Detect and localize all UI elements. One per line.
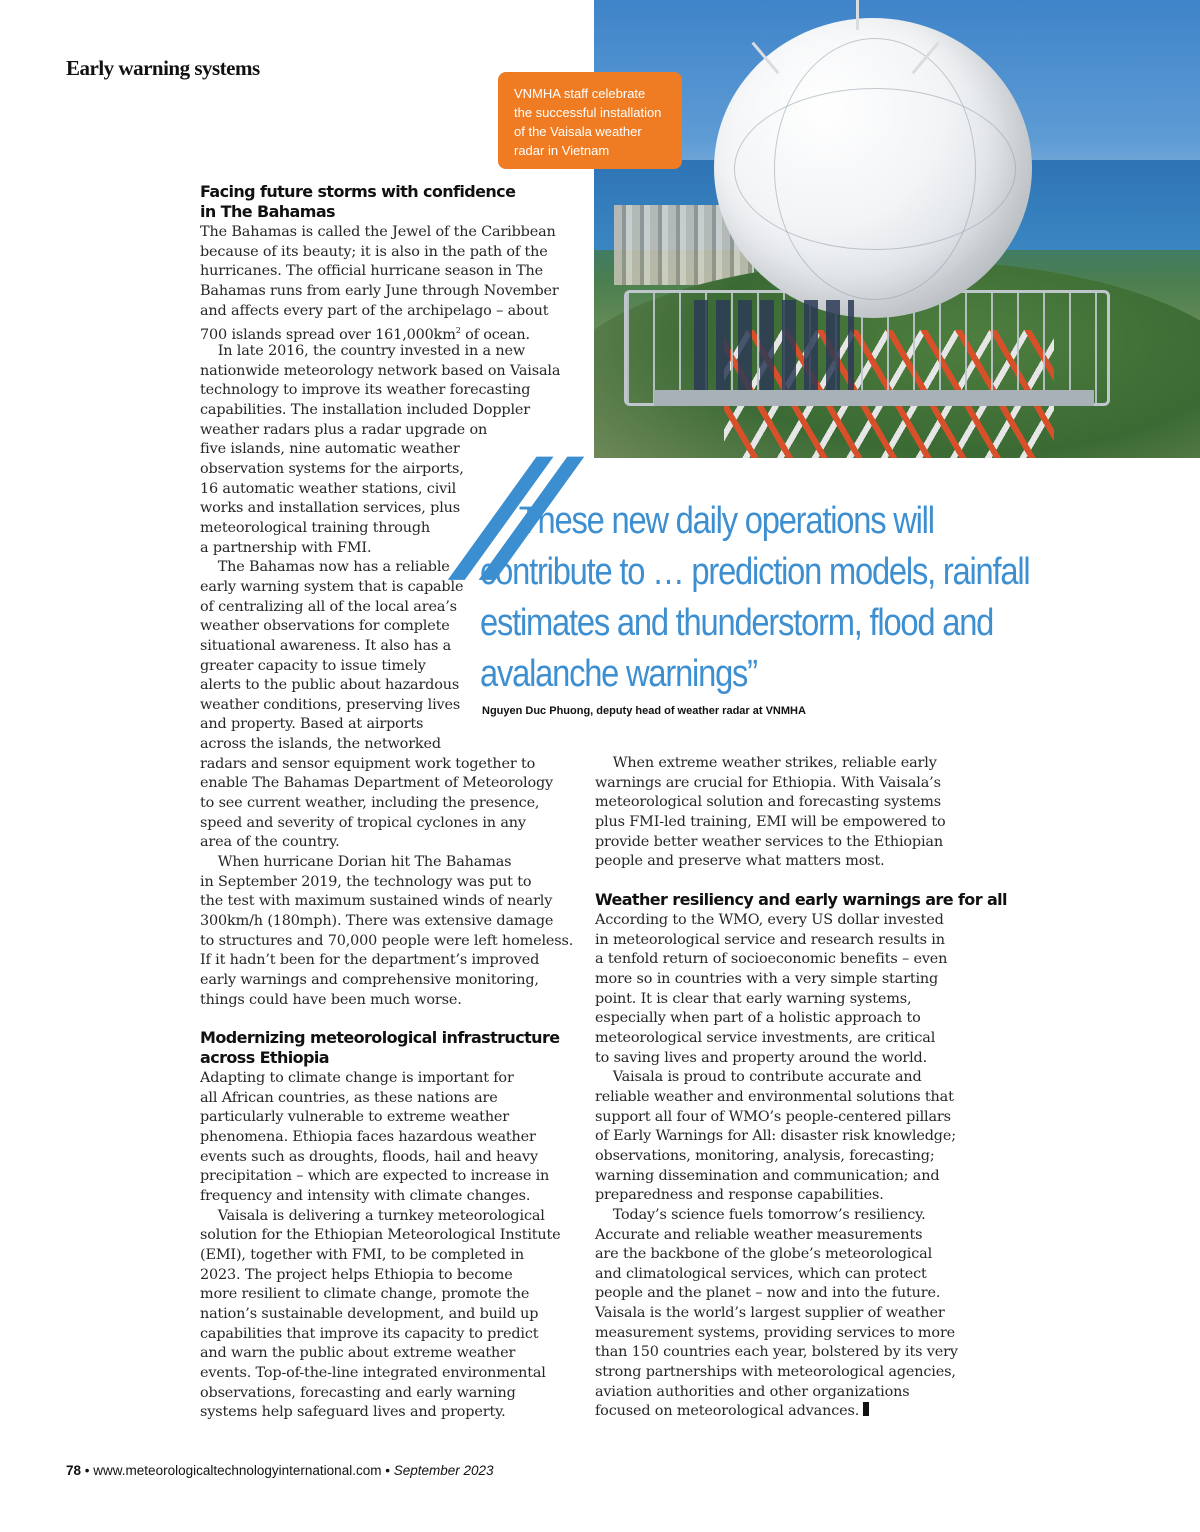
text-line: weather observations for complete bbox=[200, 618, 450, 635]
heading-ethiopia bbox=[200, 1028, 560, 1068]
photo-radar-dome bbox=[714, 18, 1032, 318]
text-line: to structures and 70,000 people were left homeless. bbox=[200, 932, 574, 949]
section-title: Early warning systems bbox=[66, 56, 260, 80]
photo-staff-group bbox=[694, 300, 854, 390]
text-line: frequency and intensity with climate changes. bbox=[200, 1187, 531, 1204]
text-line: and climatological services, which can protect bbox=[595, 1265, 927, 1282]
text-line: plus FMI-led training, EMI will be empowered to bbox=[595, 813, 946, 830]
text-line: five islands, nine automatic weather bbox=[200, 441, 460, 458]
text-line: people and the planet – now and into the future. bbox=[595, 1285, 941, 1302]
text-line: Vaisala is proud to contribute accurate and bbox=[595, 1069, 922, 1086]
text-line: These new daily operations will bbox=[480, 500, 934, 542]
text-line: speed and severity of tropical cyclones in any bbox=[200, 814, 526, 831]
text-line: all African countries, as these nations are bbox=[200, 1089, 498, 1106]
text-line: Adapting to climate change is important for bbox=[200, 1070, 514, 1086]
footer-separator: • bbox=[385, 1463, 390, 1478]
text-line: According to the WMO, every US dollar invested bbox=[595, 912, 944, 928]
text-line: across the islands, the networked bbox=[200, 736, 441, 753]
text-line: technology to improve its weather forecasting bbox=[200, 382, 531, 399]
text-line: focused on meteorological advances. bbox=[595, 1403, 860, 1420]
superscript: 2 bbox=[455, 326, 461, 336]
pull-quote bbox=[480, 496, 1029, 700]
quote-mark-icon: // bbox=[457, 428, 557, 602]
text-line: avalanche warnings” bbox=[480, 653, 757, 695]
heading-line: in The Bahamas bbox=[200, 202, 335, 221]
text-line: warning dissemination and communication; and bbox=[595, 1167, 940, 1184]
text-line: of centralizing all of the local area’s bbox=[200, 598, 457, 615]
issue-date: September 2023 bbox=[393, 1463, 494, 1478]
caption-line: VNMHA staff celebrate bbox=[514, 86, 646, 101]
text-line: particularly vulnerable to extreme weather bbox=[200, 1109, 510, 1126]
text-line: people and preserve what matters most. bbox=[595, 853, 885, 870]
bahamas-paragraph-1 bbox=[200, 223, 559, 346]
text-line: meteorological service investments, are critical bbox=[595, 1029, 936, 1046]
footer-separator: • bbox=[84, 1463, 90, 1478]
text-line: provide better weather services to the Ethiopian bbox=[595, 833, 943, 850]
text-line: Vaisala is delivering a turnkey meteorological bbox=[200, 1207, 545, 1224]
page-footer bbox=[66, 1463, 494, 1478]
heading-bahamas bbox=[200, 182, 515, 222]
text-line: and affects every part of the archipelago – about bbox=[200, 302, 549, 319]
text-line: contribute to … prediction models, rainfall bbox=[480, 551, 1030, 593]
text-line: Today’s science fuels tomorrow’s resiliency. bbox=[595, 1206, 926, 1223]
text-line: 700 islands spread over 161,000km bbox=[200, 327, 456, 344]
text-line: to see current weather, including the presence, bbox=[200, 795, 540, 812]
heading-line: across Ethiopia bbox=[200, 1048, 329, 1067]
end-of-article-mark bbox=[863, 1402, 869, 1416]
text-line: early warnings and comprehensive monitoring, bbox=[200, 972, 539, 988]
resiliency-body bbox=[595, 911, 958, 1422]
text-line: greater capacity to issue timely bbox=[200, 657, 426, 674]
text-line: point. It is clear that early warning systems, bbox=[595, 990, 912, 1007]
text-line: aviation authorities and other organizations bbox=[595, 1383, 910, 1400]
text-line: reliable weather and environmental solutions that bbox=[595, 1088, 954, 1105]
text-line: more so in countries with a very simple starting bbox=[595, 970, 939, 987]
quote-attribution: Nguyen Duc Phuong, deputy head of weather radar at VNMHA bbox=[482, 705, 806, 717]
heading-line: Modernizing meteorological infrastructure bbox=[200, 1028, 560, 1047]
text-line: things could have been much worse. bbox=[200, 991, 462, 1008]
text-line: strong partnerships with meteorological agencies, bbox=[595, 1364, 956, 1381]
text-line: are the backbone of the globe’s meteorological bbox=[595, 1246, 933, 1263]
text-line: The Bahamas is called the Jewel of the Caribbean bbox=[200, 224, 556, 240]
text-line: in meteorological service and research results in bbox=[595, 931, 945, 948]
page-number: 78 bbox=[66, 1463, 82, 1478]
text-line: works and installation services, plus bbox=[200, 500, 461, 517]
text-line: of ocean. bbox=[460, 327, 530, 344]
text-line: observations, monitoring, analysis, forecasting; bbox=[595, 1147, 935, 1164]
caption-line: radar in Vietnam bbox=[514, 143, 610, 158]
text-line: When extreme weather strikes, reliable early bbox=[595, 755, 937, 771]
text-line: because of its beauty; it is also in the path of the bbox=[200, 243, 548, 260]
heading-resiliency: Weather resiliency and early warnings are for all bbox=[595, 890, 1007, 909]
radar-dome-photo bbox=[594, 0, 1200, 458]
text-line: meteorological solution and forecasting systems bbox=[595, 794, 942, 811]
text-line: phenomena. Ethiopia faces hazardous weather bbox=[200, 1128, 536, 1145]
text-line: 2023. The project helps Ethiopia to become bbox=[200, 1266, 513, 1283]
text-line: especially when part of a holistic approach to bbox=[595, 1010, 921, 1027]
text-line: radars and sensor equipment work together to bbox=[200, 755, 536, 772]
text-line: a partnership with FMI. bbox=[200, 539, 372, 556]
text-line: of Early Warnings for All: disaster risk knowledge; bbox=[595, 1128, 956, 1145]
text-line: capabilities that improve its capacity to predict bbox=[200, 1325, 539, 1342]
text-line: (EMI), together with FMI, to be completed in bbox=[200, 1246, 524, 1263]
text-line: a tenfold return of socioeconomic benefits – even bbox=[595, 951, 948, 968]
text-line: estimates and thunderstorm, flood and bbox=[480, 602, 994, 644]
text-line: nationwide meteorology network based on Vaisala bbox=[200, 362, 561, 379]
text-line: The Bahamas now has a reliable bbox=[200, 559, 450, 576]
text-line: Bahamas runs from early June through November bbox=[200, 282, 559, 299]
text-line: situational awareness. It also has a bbox=[200, 637, 452, 654]
text-line: than 150 countries each year, bolstered by its very bbox=[595, 1344, 958, 1361]
text-line: preparedness and response capabilities. bbox=[595, 1187, 884, 1204]
caption-line: of the Vaisala weather bbox=[514, 124, 642, 139]
text-line: observations, forecasting and early warning bbox=[200, 1384, 516, 1401]
text-line: systems help safeguard lives and property. bbox=[200, 1404, 506, 1421]
footer-website: www.meteorologicaltechnologyinternational.com bbox=[93, 1463, 382, 1478]
text-line: to saving lives and property around the world. bbox=[595, 1049, 928, 1066]
text-line: 300km/h (180mph). There was extensive damage bbox=[200, 913, 554, 930]
ethiopia-body bbox=[200, 1069, 561, 1423]
text-line: events such as droughts, floods, hail and heavy bbox=[200, 1148, 538, 1165]
text-line: solution for the Ethiopian Meteorological Institute bbox=[200, 1227, 561, 1244]
text-line: Vaisala is the world’s largest supplier of weather bbox=[595, 1305, 945, 1322]
text-line: nation’s sustainable development, and build up bbox=[200, 1305, 539, 1322]
ethiopia-continued bbox=[595, 754, 946, 872]
caption-line: the successful installation bbox=[514, 105, 662, 120]
text-line: hurricanes. The official hurricane season in The bbox=[200, 263, 544, 280]
text-line: warnings are crucial for Ethiopia. With Vaisala’s bbox=[595, 774, 941, 791]
heading-line: Facing future storms with confidence bbox=[200, 182, 516, 201]
text-line: precipitation – which are expected to increase in bbox=[200, 1168, 550, 1185]
text-line: more resilient to climate change, promote the bbox=[200, 1286, 530, 1303]
text-line: alerts to the public about hazardous bbox=[200, 677, 460, 694]
text-line: If it hadn’t been for the department’s improved bbox=[200, 952, 540, 969]
text-line: meteorological training through bbox=[200, 519, 431, 536]
text-line: When hurricane Dorian hit The Bahamas bbox=[200, 854, 512, 871]
text-line: the test with maximum sustained winds of nearly bbox=[200, 893, 553, 910]
text-line: enable The Bahamas Department of Meteorology bbox=[200, 775, 554, 792]
text-line: and warn the public about extreme weather bbox=[200, 1345, 516, 1362]
text-line: events. Top-of-the-line integrated environmental bbox=[200, 1364, 546, 1381]
photo-antenna-rod bbox=[856, 0, 859, 30]
text-line: area of the country. bbox=[200, 834, 340, 851]
text-line: support all four of WMO’s people-centered pillars bbox=[595, 1108, 951, 1125]
text-line: In late 2016, the country invested in a new bbox=[200, 343, 526, 359]
text-line: measurement systems, providing services to more bbox=[595, 1324, 956, 1341]
text-line: weather radars plus a radar upgrade on bbox=[200, 421, 488, 438]
dome-seam bbox=[734, 88, 1016, 250]
text-line: capabilities. The installation included Doppler bbox=[200, 401, 531, 418]
text-line: Accurate and reliable weather measurements bbox=[595, 1226, 923, 1243]
text-line: in September 2019, the technology was put to bbox=[200, 873, 532, 890]
text-line: observation systems for the airports, bbox=[200, 460, 464, 477]
text-line: and property. Based at airports bbox=[200, 716, 424, 733]
photo-caption bbox=[498, 72, 682, 169]
text-line: weather conditions, preserving lives bbox=[200, 696, 461, 713]
text-line: early warning system that is capable bbox=[200, 578, 464, 595]
text-line: 16 automatic weather stations, civil bbox=[200, 480, 457, 497]
photo-platform-deck bbox=[654, 390, 1094, 406]
